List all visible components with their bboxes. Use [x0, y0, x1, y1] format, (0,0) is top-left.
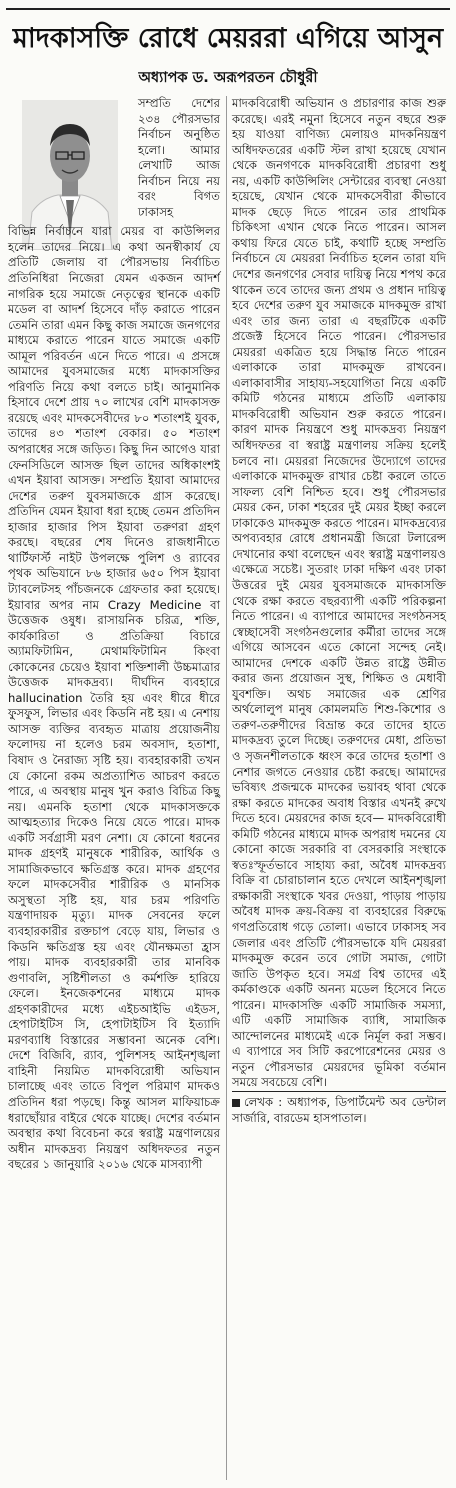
column-divider: [226, 96, 227, 1480]
square-bullet-icon: [232, 1099, 240, 1107]
author-note-text: লেখক : অধ্যাপক, ডিপার্টমেন্ট অব ডেন্টাল সার্জারি, বারডেম হাসপাতাল।: [232, 1095, 446, 1125]
byline: অধ্যাপক ড. অরূপরতন চৌধুরী: [138, 70, 318, 86]
left-column: [8, 96, 220, 1173]
left-column-body: বিভিন্ন নির্বাচনে যারা মেয়র বা কাউন্সিলর হলেন তাদের নিয়ে। এ কথা অনস্বীকার্য যে প্রতিটি জেলায় বা পৌরসভায় নির্বাচিত প্রতিনিধিরা নিজেরা যেমন একজন আদর্শ নাগরিক হয়ে সমাজে নেতৃত্বের স্থানকে একটি মডেল বা আদর্শ হিসেবে দাঁড় করাতে পারেন তেমনি তারা এমন কিছু কাজ সমাজে জনগণের মাধ্যমে করাতে পারেন যাতে সমাজে একটি আমূল পরিবর্তন এনে দিতে পারে। এ প্রসঙ্গে আমাদের যুবসমাজের মধ্যে মাদকাসক্তির পরিণতি নিয়ে কথা বলতে চাই। আনুমানিক হিসাবে দেশে প্রায় ৭০ লাখের বেশি মাদকাসক্ত রয়েছে এবং মাদকসেবীদের ৮০ শতাংশই যুবক, তাদের ৪৩ শতাংশ বেকার। ৫০ শতাংশ অপরাধের সঙ্গে জড়িত। কিছু দিন আগেও যারা ফেনসিডিলে আসক্ত ছিল তাদের অধিকাংশই এখন ইয়াবা আসক্ত। সম্প্রতি ইয়াবা আমাদের দেশের তরুণ যুবসমাজকে গ্রাস করেছে। প্রতিদিন যেমন ইয়াবা ধরা হচ্ছে তেমন প্রতিদিন হাজার হাজার পিস ইয়াবা তরুণরা গ্রহণ করছে। বছরের শেষ দিনেও রাজধানীতে থার্টিফার্স্ট নাইট উপলক্ষে পুলিশ ও র‍্যাবের পৃথক অভিযানে ৮৬ হাজার ৬৫০ পিস ইয়াবা ট্যাবলেটসহ পাঁচজনকে গ্রেফতার করা হয়েছে। ইয়াবার অপর নাম Crazy Medicine বা উত্তেজক ওষুধ। রাসায়নিক চরিত্র, শক্তি, কার্যকারিতা ও প্রতিক্রিয়া বিচারে অ্যামফিটামিন, মেথামফিটামিন কিংবা কোকেনের চেয়েও ইয়াবা শক্তিশালী উচ্চমাত্রার উত্তেজক মাদকদ্রব্য। দীর্ঘদিন ব্যবহারে hallucination তৈরি হয় এবং ধীরে ধীরে ফুসফুস, লিভার এবং কিডনি নষ্ট হয়। এ নেশায় আসক্ত ব্যক্তির ব্যবহৃত মাত্রায় প্রয়োজনীয় ফলোদয় না হলেও চরম অবসাদ, হতাশা, বিষাদ ও নৈরাজ্য সৃষ্টি হয়। ব্যবহারকারী তখন যে কোনো রকম অপ্রত্যাশিত আচরণ করতে পারে, এ অবস্থায় মানুষ খুন করাও বিচিত্র কিছু নয়। এমনকি হতাশা থেকে মাদকাসক্তকে আত্মহত্যার দিকেও নিয়ে যেতে পারে। মাদক একটি সর্বগ্রাসী মরণ নেশা। যে কোনো ধরনের মাদক গ্রহণই মানুষকে শারীরিক, আর্থিক ও সামাজিকভাবে ক্ষতিগ্রস্ত করে। মাদক গ্রহণের ফলে মাদকসেবীর শারীরিক ও মানসিক অসুস্থতা সৃষ্টি হয়, যার চরম পরিণতি যন্ত্রণাদায়ক মৃত্যু। মাদক সেবনের ফলে ব্যবহারকারীর রক্তচাপ বেড়ে যায়, লিভার ও কিডনি ক্ষতিগ্রস্ত হয় এবং যৌনক্ষমতা হ্রাস পায়। মাদক ব্যবহারকারী তার মানবিক গুণাবলি, সৃষ্টিশীলতা ও কর্মশক্তি হারিয়ে ফেলে। ইনজেকশনের মাধ্যমে মাদক গ্রহণকারীদের মধ্যে এইচআইভি এইডস, হেপাটাইটিস সি, হেপাটাইটিস বি ইত্যাদি মরণব্যাধি বিস্তারের সম্ভাবনা অনেক বেশি। দেশে বিজিবি, র‍্যাব, পুলিশসহ আইনশৃঙ্খলা বাহিনী নিয়মিত মাদকবিরোধী অভিযান চালাচ্ছে এবং তাতে বিপুল পরিমাণ মাদকও প্রতিদিন ধরা পড়ছে। কিন্তু আসল মাফিয়াচক্র ধরাছোঁয়ার বাইরে থেকে যাচ্ছে। দেশের বর্তমান অবস্থার কথা বিবেচনা করে স্বরাষ্ট্র মন্ত্রণালয়ের অধীন মাদকদ্রব্য নিয়ন্ত্রণ অধিদফতর নতুন বছরের ১ জানুয়ারি ২০১৬ থেকে মাসব্যাপী: [8, 224, 220, 1172]
headline: মাদকাসক্তি রোধে মেয়ররা এগিয়ে আসুন: [12, 23, 444, 54]
author-note: [232, 1091, 446, 1126]
left-column-intro: সম্প্রতি দেশের ২৩৪ পৌরসভার নির্বাচন অনুষ্ঠিত হলো। আমার লেখাটি আজ নির্বাচন নিয়ে নয় বরং বিগত ঢাকাসহ: [138, 96, 220, 219]
top-rule: [6, 8, 450, 10]
right-column-body: মাদকবিরোধী অভিযান ও প্রচারণার কাজ শুরু করেছে। এরই নমুনা হিসেবে নতুন বছরে শুরু হয় যাওয়া বাণিজ্য মেলায়ও মাদকনিয়ন্ত্রণ অধিদফতরের একটি স্টল রাখা হয়েছে যেখান থেকে জনগণকে মাদকবিরোধী প্রচারণা শুধু নয়, একটি কাউন্সিলিং সেন্টারের ব্যবস্থা নেওয়া হয়েছে, যেখান থেকে মাদকসেবীরা কীভাবে মাদক ছেড়ে দিতে পারেন তার প্রাথমিক চিকিৎসা এখান থেকে নিতে পারেন। আসল কথায় ফিরে যেতে চাই, কথাটি হচ্ছে সম্প্রতি নির্বাচনে যে মেয়ররা নির্বাচিত হলেন তারা যদি দেশের জনগণের সেবার দায়িত্ব নিয়ে শপথ করে থাকেন তবে তাদের জন্য প্রথম ও প্রধান দায়িত্ব হবে দেশের তরুণ যুব সমাজকে মাদকমুক্ত রাখা এবং তার জন্য তারা এ বছরটিকে একটি প্রজেক্ট হিসেবে নিতে পারেন। পৌরসভার মেয়ররা একত্রিত হয়ে সিদ্ধান্ত নিতে পারেন এলাকাকে তারা মাদকমুক্ত রাখবেন। এলাকাবাসীর সাহায্য-সহযোগিতা নিয়ে একটি কমিটি গঠনের মাধ্যমে প্রতিটি এলাকায় মাদকবিরোধী অভিযান শুরু করতে পারেন। কারণ মাদক নিয়ন্ত্রণে শুধু মাদকদ্রব্য নিয়ন্ত্রণ অধিদফতর বা স্বরাষ্ট্র মন্ত্রণালয় সক্রিয় হলেই চলবে না। মেয়ররা নিজেদের উদ্যোগে তাদের এলাকাকে মাদকমুক্ত রাখার চেষ্টা করলে তাতে সাফল্য বেশি নিশ্চিত হবে। শুধু পৌরসভার মেয়র কেন, ঢাকা শহরের দুই মেয়র ইচ্ছা করলে ঢাকাকেও মাদকমুক্ত করতে পারেন। মাদকদ্রব্যের অপব্যবহার রোধে প্রধানমন্ত্রী জিরো টলারেন্স দেখানোর কথা বলেছেন এবং স্বরাষ্ট্র মন্ত্রণালয়ও এক্ষেত্রে সচেষ্ট। সুতরাং ঢাকা দক্ষিণ এবং ঢাকা উত্তরের দুই মেয়র যুবসমাজকে মাদকাসক্তি থেকে রক্ষা করতে বছরব্যাপী একটি পরিকল্পনা নিতে পারেন। এ ব্যাপারে আমাদের সংগঠনসহ স্বেচ্ছাসেবী সংগঠনগুলোর কর্মীরা তাদের সঙ্গে এগিয়ে আসবেন এতে কোনো সন্দেহ নেই। আমাদের দেশকে একটি উন্নত রাষ্ট্রে উন্নীত করার জন্য প্রয়োজন সুস্থ, শিক্ষিত ও মেধাবী যুবশক্তি। অথচ সমাজের এক শ্রেণির অর্থলোলুপ মানুষ কোমলমতি শিশু-কিশোর ও তরুণ-তরুণীদের বিভ্রান্ত করে তাদের হাতে মাদকদ্রব্য তুলে দিচ্ছে। তরুণদের মেধা, প্রতিভা ও সৃজনশীলতাকে ধ্বংস করে তাদের হতাশা ও নেশার জগতে নেওয়ার চেষ্টা করছে। আমাদের ভবিষ্যৎ প্রজন্মকে মাদকের ভয়াবহ থাবা থেকে রক্ষা করতে মাদকের অবাধ বিস্তার এখনই রুখে দিতে হবে। মেয়রদের কাজ হবে— মাদকবিরোধী কমিটি গঠনের মাধ্যমে মাদক অপরাধ দমনের যে কোনো কাজে সরকারি বা বেসরকারি সংস্থাকে স্বতঃস্ফূর্তভাবে সাহায্য করা, অবৈধ মাদকদ্রব্য বিক্রি বা চোরাচালান হতে দেখলে আইনশৃঙ্খলা রক্ষাকারী সংস্থাকে খবর দেওয়া, পাড়ায় পাড়ায় অবৈধ মাদক ক্রয়-বিক্রয় বা ব্যবহারের বিরুদ্ধে গণপ্রতিরোধ গড়ে তোলা। এভাবে ঢাকাসহ সব জেলার এবং প্রতিটি পৌরসভাকে যদি মেয়ররা মাদকমুক্ত করেন তবে গোটা সমাজ, গোটা জাতি উপকৃত হবে। সমগ্র বিশ্ব তাদের এই কর্মকাণ্ডকে একটি অনন্য মডেল হিসেবে নিতে পারেন। মাদকাসক্তি একটি সামাজিক সমস্যা, এটি একটি সামাজিক ব্যাধি, সামাজিক আন্দোলনের মাধ্যমেই একে নির্মূল করা সম্ভব। এ ব্যাপারে সব সিটি করপোরেশনের মেয়র ও নতুন পৌরসভার মেয়রদের ভূমিকা বর্তমান সময়ে সবচেয়ে বেশি।: [232, 96, 446, 1090]
right-column: [232, 96, 446, 1126]
